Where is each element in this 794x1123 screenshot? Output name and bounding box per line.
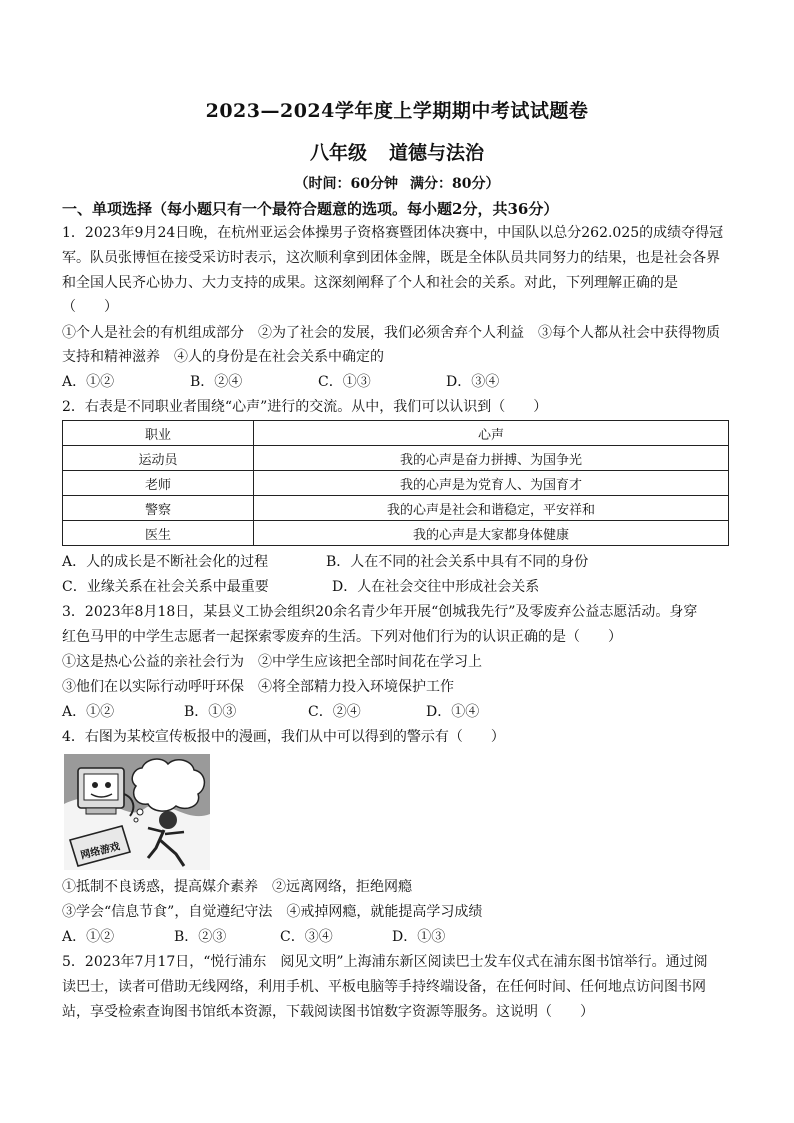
section-heading: 一、单项选择（每小题只有一个最符合题意的选项。每小题2分，共36分） (62, 200, 559, 218)
exam-subtitle (0, 138, 794, 165)
q3-option-a[interactable]: A．①② (62, 704, 115, 720)
q2-option-d[interactable]: D．人在社会交往中形成社会关系 (332, 579, 540, 595)
table-row (63, 496, 729, 521)
q4-stem: 4．右图为某校宣传板报中的漫画，我们从中可以得到的警示有（ ） (62, 729, 505, 745)
q2-options-row2 (62, 578, 539, 596)
q2-options-row1 (62, 553, 588, 571)
q1-line: 和全国人民齐心协力、大力支持的成果。这深刻阐释了个人和社会的关系。对此，下列理解正确的是 (62, 275, 678, 291)
table-header-row (63, 421, 729, 446)
table-cell-profession: 老师 (63, 471, 254, 496)
subject-label: 道德与法治 (389, 142, 485, 164)
q1-line: ①个人是社会的有机组成部分 ②为了社会的发展，我们必须舍弃个人利益 ③每个人都从社会中获得物质 (62, 325, 720, 341)
q4-option-c[interactable]: C．③④ (280, 929, 333, 945)
q3-option-b[interactable]: B．①③ (184, 704, 237, 720)
table-cell-voice: 我的心声是奋力拼搏、为国争光 (254, 446, 729, 471)
table-header-cell: 心声 (254, 421, 729, 446)
q3-line: 红色马甲的中学生志愿者一起探索零废弃的生活。下列对他们行为的认识正确的是（ ） (62, 629, 622, 645)
grade-label: 八年级 (309, 142, 367, 164)
table-cell-profession: 警察 (63, 496, 254, 521)
q4-line: ③学会“信息节食”，自觉遵纪守法 ④戒掉网瘾，就能提高学习成绩 (62, 904, 483, 920)
q5-line: 读巴士，读者可借助无线网络，利用手机、平板电脑等手持终端设备，在任何时间、任何地点访问图书网 (62, 979, 706, 995)
full-score: 满分：80分） (410, 176, 500, 192)
q2-option-c[interactable]: C．业缘关系在社会关系中最重要 (62, 579, 269, 595)
table-row (63, 521, 729, 546)
exam-title: 2023—2024学年度上学期期中考试试题卷 (205, 100, 589, 122)
profession-table (62, 420, 729, 546)
q1-option-a[interactable]: A．①② (62, 374, 115, 390)
q1-option-c[interactable]: C．①③ (318, 374, 371, 390)
table-cell-voice: 我的心声是大家都身体健康 (254, 521, 729, 546)
q3-line: ③他们在以实际行动呼吁环保 ④将全部精力投入环境保护工作 (62, 679, 454, 695)
q3-line: ①这是热心公益的亲社会行为 ②中学生应该把全部时间花在学习上 (62, 654, 482, 670)
q4-options (62, 928, 445, 946)
table-cell-profession: 医生 (63, 521, 254, 546)
q3-options (62, 703, 479, 721)
table-row (63, 471, 729, 496)
q1-line: （ ） (62, 299, 118, 315)
q3-option-d[interactable]: D．①④ (426, 704, 480, 720)
q4-option-a[interactable]: A．①② (62, 929, 115, 945)
time-limit: （时间：60分钟 (294, 176, 398, 192)
table-cell-profession: 运动员 (63, 446, 254, 471)
q5-line: 站，享受检索查询图书馆纸本资源，下载阅读图书馆数字资源等服务。这说明（ ） (62, 1004, 594, 1020)
q1-line: 1．2023年9月24日晚，在杭州亚运会体操男子资格赛暨团体决赛中，中国队以总分262.025的成绩夺得冠 (62, 225, 724, 241)
q1-option-b[interactable]: B．②④ (190, 374, 243, 390)
exam-meta (0, 173, 794, 193)
q4-option-b[interactable]: B．②③ (174, 929, 227, 945)
table-header-cell: 职业 (63, 421, 254, 446)
internet-addiction-cartoon (64, 754, 210, 870)
q1-line: 支持和精神滋养 ④人的身份是在社会关系中确定的 (62, 349, 384, 365)
q3-line: 3．2023年8月18日，某县义工协会组织20余名青少年开展“创城我先行”及零废弃公益志愿活动。身穿 (62, 604, 698, 620)
q5-line: 5．2023年7月17日，“悦行浦东 阅见文明”上海浦东新区阅读巴士发车仪式在浦东图书馆举行。通过阅 (62, 954, 708, 970)
table-cell-voice: 我的心声是为党育人、为国育才 (254, 471, 729, 496)
cartoon-box-label: 网络游戏 (79, 841, 122, 862)
q2-option-b[interactable]: B．人在不同的社会关系中具有不同的身份 (326, 554, 589, 570)
q3-option-c[interactable]: C．②④ (308, 704, 361, 720)
table-row (63, 446, 729, 471)
q2-stem: 2．右表是不同职业者围绕“心声”进行的交流。从中，我们可以认识到（ ） (62, 399, 548, 415)
q4-option-d[interactable]: D．①③ (392, 929, 446, 945)
q2-option-a[interactable]: A．人的成长是不断社会化的过程 (62, 554, 269, 570)
q4-line: ①抵制不良诱惑，提高媒介素养 ②远离网络，拒绝网瘾 (62, 879, 412, 895)
q1-option-d[interactable]: D．③④ (446, 374, 500, 390)
q1-line: 军。队员张博恒在接受采访时表示，这次顺利拿到团体金牌，既是全体队员共同努力的结果，也是社会各界 (62, 250, 720, 266)
q1-options (62, 373, 499, 391)
table-cell-voice: 我的心声是社会和谐稳定，平安祥和 (254, 496, 729, 521)
